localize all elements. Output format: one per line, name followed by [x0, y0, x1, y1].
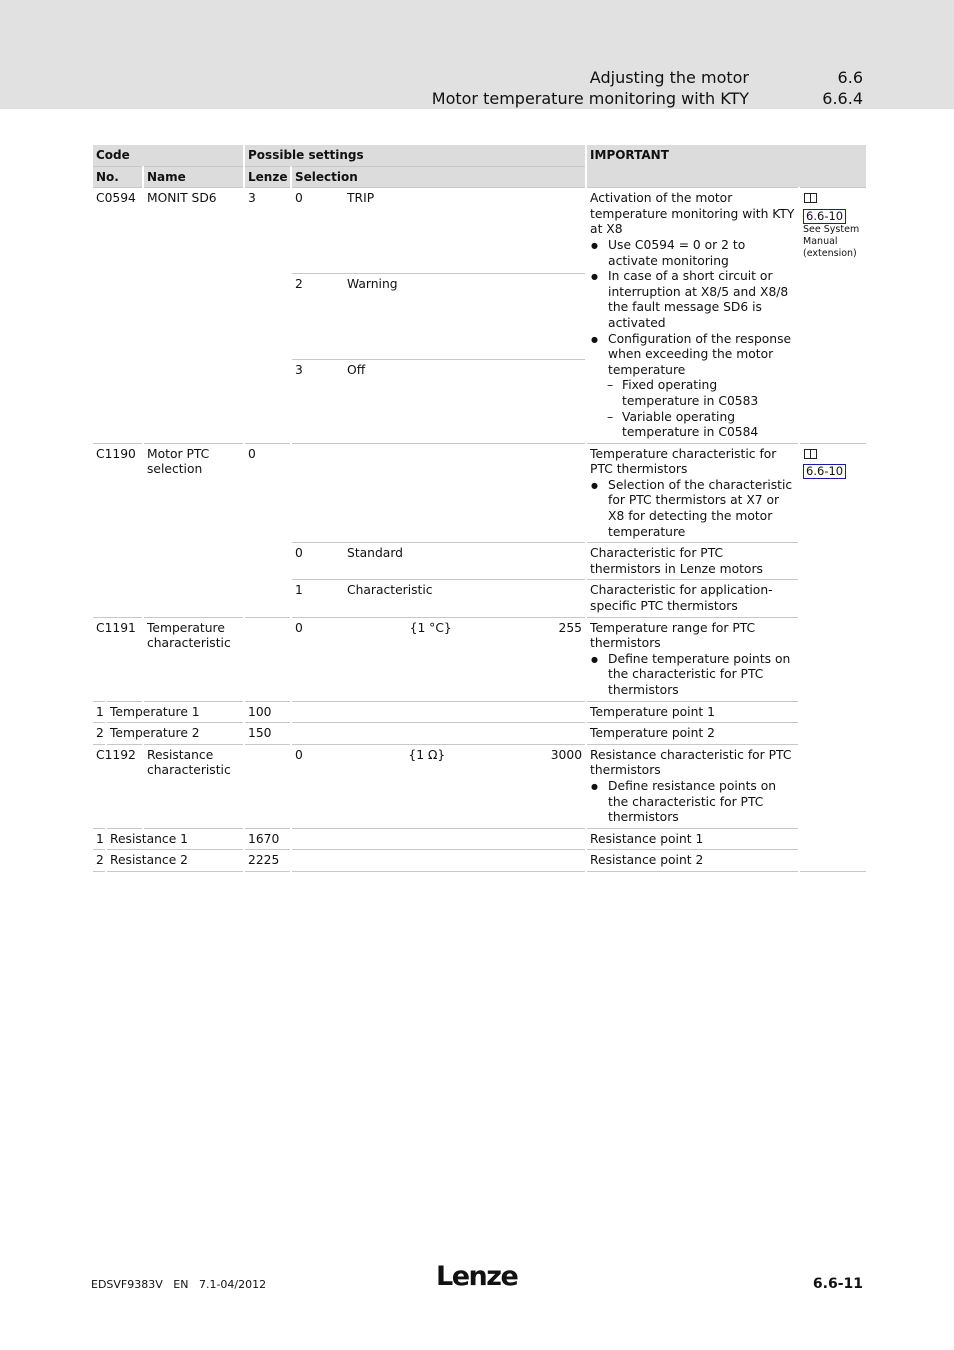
important-text: Characteristic for PTC thermistors in Lenze motors [586, 543, 799, 580]
range-max: 3000 [550, 747, 583, 762]
important-intro: Temperature range for PTC thermistors [590, 620, 756, 651]
option-value: 1 [295, 583, 303, 598]
selection-option [291, 543, 586, 580]
important-intro: Activation of the motor temperature monitoring with KTY at X8 [590, 191, 795, 237]
bullet-item: ● In case of a short circuit or interruption at X8/5 and X8/8 the fault message SD6 is activated [590, 269, 795, 331]
header-row-1 [92, 145, 866, 166]
selection-option [291, 274, 586, 359]
lenze-default [244, 617, 291, 701]
important-text: Characteristic for application-specific PTC thermistors [586, 580, 799, 617]
table-row [92, 850, 866, 872]
bullet-item: ● Use C0594 = 0 or 2 to activate monitoring [590, 238, 795, 269]
important-text: Resistance point 2 [586, 850, 799, 872]
col-header-no: No. [92, 166, 143, 188]
reference-link[interactable]: 6.6-10 [803, 209, 846, 224]
code-name: MONIT SD6 [143, 188, 244, 444]
table-row [92, 443, 866, 543]
section-number: 6.6.4 [822, 89, 863, 108]
selection-empty [291, 443, 586, 543]
reference-cell [799, 443, 866, 871]
lenze-default [244, 744, 291, 828]
code-name: Resistance characteristic [143, 744, 244, 828]
col-header-important: IMPORTANT [586, 145, 866, 188]
subcode-number: 2 [92, 850, 106, 872]
important-text [586, 617, 799, 701]
range-unit: {1 Ω} [408, 747, 446, 762]
important-intro: Temperature characteristic for PTC thermistors [590, 446, 777, 477]
code-name: Motor PTC selection [143, 443, 244, 617]
doc-version: 7.1-04/2012 [198, 1278, 267, 1291]
selection-empty [291, 723, 586, 745]
range-max: 255 [558, 620, 583, 635]
important-text: Resistance point 1 [586, 828, 799, 850]
subcode-name: Resistance 1 [106, 828, 244, 850]
reference-cell [799, 188, 866, 444]
important-text [586, 744, 799, 828]
reference-link[interactable]: 6.6-10 [803, 464, 846, 479]
lenze-default: 150 [244, 723, 291, 745]
code-number: C1192 [92, 744, 143, 828]
value-range [291, 617, 586, 701]
lenze-default: 1670 [244, 828, 291, 850]
bullet-item: ● Configuration of the response when exceeding the motor temperature [590, 332, 795, 379]
subcode-name: Resistance 2 [106, 850, 244, 872]
option-label: Off [347, 362, 366, 377]
dash-item: – Fixed operating temperature in C0583 [590, 378, 795, 409]
important-text [586, 443, 799, 543]
section-title: Motor temperature monitoring with KTY [431, 89, 749, 108]
important-text: Temperature point 1 [586, 701, 799, 723]
table-row [92, 188, 866, 274]
lenze-default: 100 [244, 701, 291, 723]
bullet-item: ● Selection of the characteristic for PTC thermistors at X7 or X8 for detecting the motor temperature [590, 478, 795, 540]
col-header-name: Name [143, 166, 244, 188]
selection-option [291, 359, 586, 443]
selection-empty [291, 701, 586, 723]
selection-empty [291, 850, 586, 872]
value-range [291, 744, 586, 828]
lenze-default: 0 [244, 443, 291, 617]
lenze-default: 3 [244, 188, 291, 444]
subcode-name: Temperature 2 [106, 723, 244, 745]
subcode-name: Temperature 1 [106, 701, 244, 723]
code-number: C0594 [92, 188, 143, 444]
option-label: Characteristic [347, 583, 433, 598]
subcode-number: 1 [92, 828, 106, 850]
document-id [91, 1278, 266, 1291]
parameter-table [91, 145, 866, 872]
option-label: Standard [347, 546, 403, 561]
selection-option [291, 188, 586, 274]
dash-item: – Variable operating temperature in C0584 [590, 410, 795, 441]
lenze-logo: Lenze [436, 1261, 518, 1292]
col-header-possible-settings: Possible settings [244, 145, 586, 166]
code-number: C1191 [92, 617, 143, 701]
bullet-item: ● Define resistance points on the characteristic for PTC thermistors [590, 779, 795, 826]
option-value: 2 [295, 277, 303, 292]
lenze-default: 2225 [244, 850, 291, 872]
page-number: 6.6-11 [812, 1276, 863, 1292]
chapter-title: Adjusting the motor [589, 68, 749, 87]
option-value: 3 [295, 362, 303, 377]
table-row [92, 723, 866, 745]
bullet-item: ● Define temperature points on the characteristic for PTC thermistors [590, 652, 795, 699]
reference-note: See System Manual (extension) [803, 224, 860, 260]
important-text [586, 188, 799, 444]
code-name: Temperature characteristic [143, 617, 244, 701]
subcode-number: 1 [92, 701, 106, 723]
table-row [92, 744, 866, 828]
range-min: 0 [295, 620, 303, 635]
important-intro: Resistance characteristic for PTC thermistors [590, 747, 792, 778]
table-row [92, 617, 866, 701]
subcode-number: 2 [92, 723, 106, 745]
doc-language: EN [173, 1278, 189, 1291]
range-unit: {1 °C} [409, 620, 452, 635]
manual-book-icon [804, 449, 817, 459]
table-row [92, 828, 866, 850]
col-header-lenze: Lenze [244, 166, 291, 188]
range-min: 0 [295, 747, 303, 762]
chapter-number: 6.6 [837, 68, 863, 87]
option-value: 0 [295, 191, 303, 206]
selection-option [291, 580, 586, 617]
option-label: TRIP [347, 191, 375, 206]
option-label: Warning [347, 277, 398, 292]
col-header-selection: Selection [291, 166, 586, 188]
table-row [92, 701, 866, 723]
col-header-code: Code [92, 145, 244, 166]
option-value: 0 [295, 546, 303, 561]
important-text: Temperature point 2 [586, 723, 799, 745]
manual-book-icon [804, 193, 817, 203]
selection-empty [291, 828, 586, 850]
code-number: C1190 [92, 443, 143, 617]
doc-code: EDSVF9383V [91, 1278, 163, 1291]
